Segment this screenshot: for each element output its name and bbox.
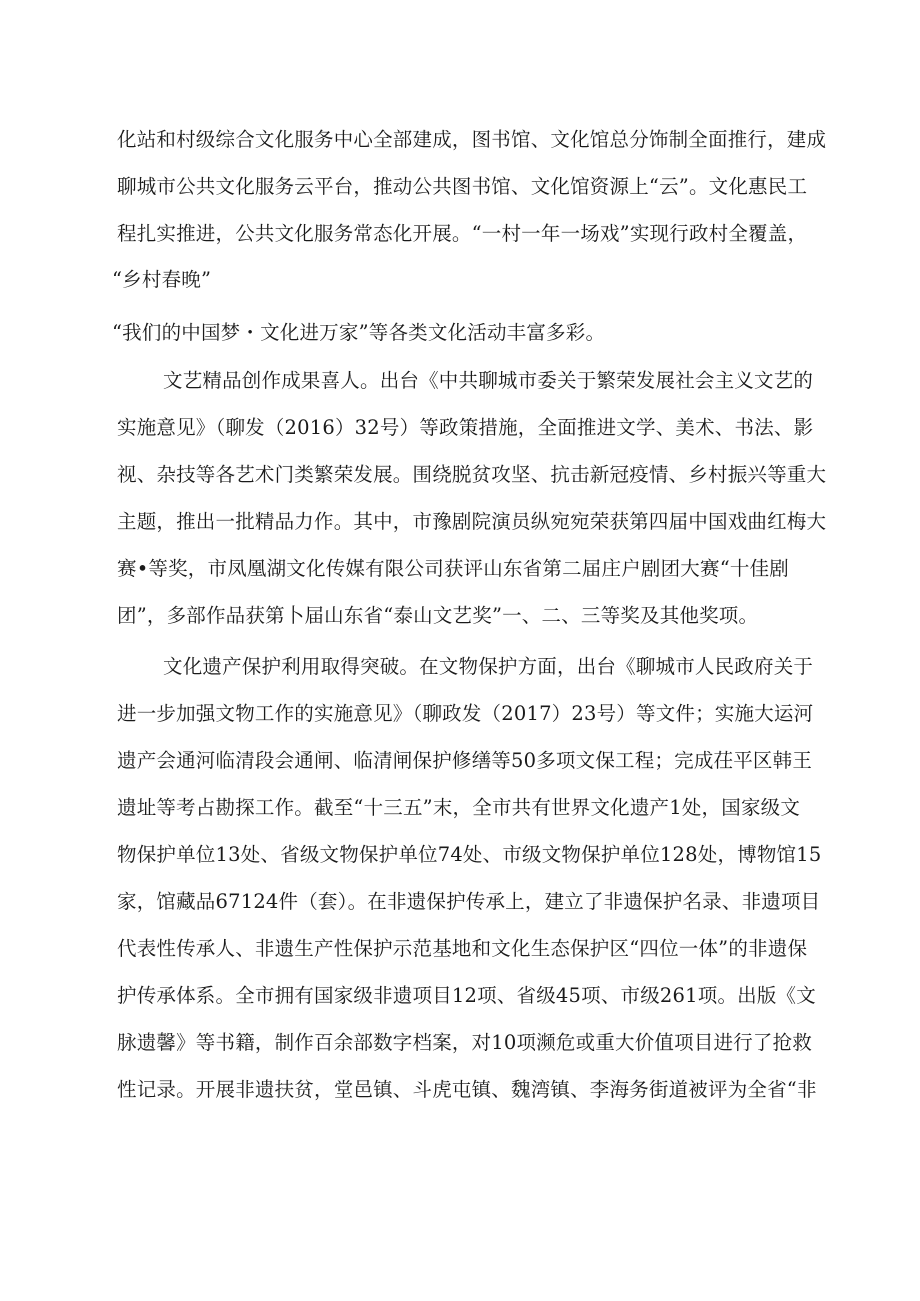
text-line: 遗址等考占勘探工作。截至“十三五”末，全市共有世界文化遗产1处，国家级文 — [117, 796, 801, 819]
text-line: 脉遗馨》等书籍，制作百余部数字档案，对10项濒危或重大价值项目进行了抢救 — [117, 1031, 813, 1054]
text-line: 文艺精品创作成果喜人。出台《中共聊城市委关于繁荣发展社会主义文艺的 — [163, 369, 814, 392]
text-line: 实施意见》（聊发（2016）32号）等政策措施，全面推进文学、美术、书法、影 — [117, 416, 814, 439]
text-line: 家，馆藏品67124件（套）。在非遗保护传承上，建立了非遗保护名录、非遗项目 — [117, 890, 821, 913]
text-line: 赛•等奖，市凤凰湖文化传媒有限公司获评山东省第二届庄户剧团大赛“十佳剧 — [117, 557, 789, 580]
text-line: “乡村春晚” — [112, 268, 212, 291]
text-line: 文化遗产保护利用取得突破。在文物保护方面，出台《聊城市人民政府关于 — [163, 655, 814, 678]
text-line: 代表性传承人、非遗生产性保护示范基地和文化生态保护区“四位一体”的非遗保 — [117, 937, 808, 960]
text-line: 化站和村级综合文化服务中心全部建成，图书馆、文化馆总分饰制全面推行，建成 — [117, 128, 827, 151]
text-line: “我们的中国梦・文化进万家”等各类文化活动丰富多彩。 — [112, 321, 606, 344]
text-line: 物保护单位13处、省级文物保护单位74处、市级文物保护单位128处，博物馆15 — [117, 843, 822, 866]
text-line: 遗产会通河临清段会通闸、临清闸保护修缮等50多项文保工程；完成茌平区韩王 — [117, 749, 813, 772]
text-line: 主题，推出一批精品力作。其中，市豫剧院演员纵宛宛荣获第四届中国戏曲红梅大 — [117, 510, 827, 533]
text-line: 性记录。开展非遗扶贫，堂邑镇、斗虎屯镇、魏湾镇、李海务街道被评为全省“非 — [117, 1078, 817, 1101]
text-line: 视、杂技等各艺术门类繁荣发展。围绕脱贫攻坚、抗击新冠疫情、乡村振兴等重大 — [117, 463, 827, 486]
text-line: 聊城市公共文化服务云平台，推动公共图书馆、文化馆资源上“云”。文化惠民工 — [117, 175, 808, 198]
text-line: 程扎实推进，公共文化服务常态化开展。“一村一年一场戏”实现行政村全覆盖， — [117, 222, 808, 245]
text-line: 护传承体系。全市拥有国家级非遗项目12项、省级45项、市级261项。出版《文 — [117, 984, 816, 1007]
text-line: 团”，多部作品获第卜届山东省“泰山文艺奖”一、二、三等奖及其他奖项。 — [117, 604, 759, 627]
text-line: 进一步加强文物工作的实施意见》（聊政发（2017）23号）等文件；实施大运河 — [117, 702, 814, 725]
